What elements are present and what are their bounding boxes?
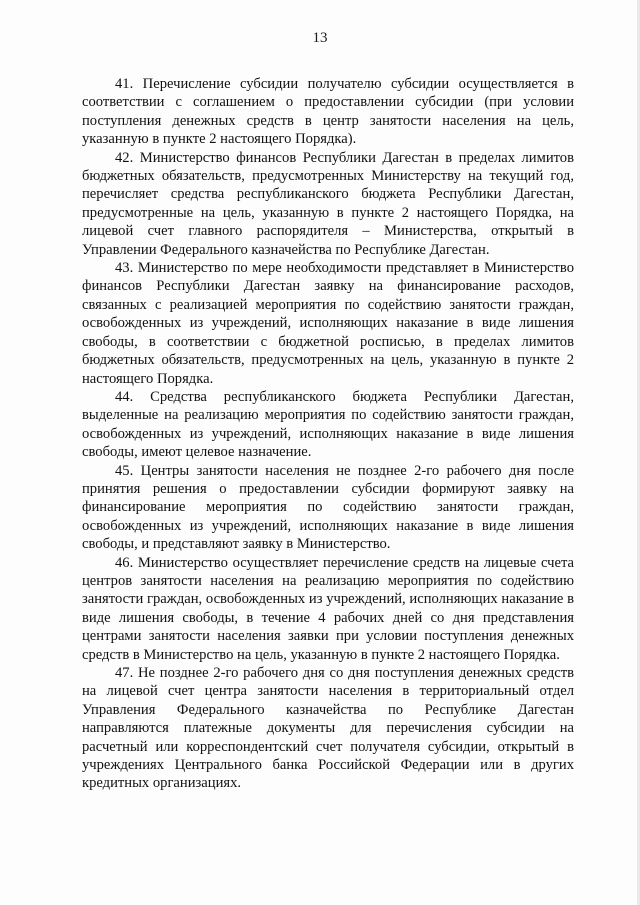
paragraph-41: 41. Перечисление субсидии получателю субсидии осуществляется в соответствии с соглашением о предоставлении субсидии (при условии поступления денежных средств в центр занятости населения на цель, указанную в пункте 2 настоящего Порядка). <box>82 76 574 148</box>
paragraph-45: 45. Центры занятости населения не позднее 2-го рабочего дня после принятия решения о предоставлении субсидии формируют заявку на финансирование мероприятия по содействию занятости граждан, освобожденных из учреждений, исполняющих наказание в виде лишения свободы, и представляют заявку в Министерство. <box>82 462 574 553</box>
paragraph-42: 42. Министерство финансов Республики Дагестан в пределах лимитов бюджетных обязательств, предусмотренных Министерству на текущий год, перечисляет средства республиканского бюджета Республики Дагестан, предусмотренные на цель, указанную в пункте 2 настоящего Порядка, на лицевой счет главного распорядителя – Министерства, открытый в Управлении Федерального казначейства по Республике Дагестан. <box>82 149 574 258</box>
paragraph-46: 46. Министерство осуществляет перечисление средств на лицевые счета центров занятости населения на реализацию мероприятия по содействию занятости граждан, освобожденных из учреждений, исполняющих наказание в виде лишения свободы, в течение 4 рабочих дней со дня представления центрами занятости населения заявки при условии поступления денежных средств в Министерство на цель, указанную в пункте 2 настоящего Порядка. <box>82 554 574 663</box>
page-number: 13 <box>312 30 328 46</box>
document-body <box>82 75 574 793</box>
paragraph-43: 43. Министерство по мере необходимости представляет в Министерство финансов Республики Дагестан заявку на финансирование расходов, связанных с реализацией мероприятия по содействию занятости граждан, освобожденных из учреждений, исполняющих наказание в виде лишения свободы, в соответствии с бюджетной росписью, в пределах лимитов бюджетных обязательств, предусмотренных на цель, указанную в пункте 2 настоящего Порядка. <box>82 260 574 387</box>
paragraph-44: 44. Средства республиканского бюджета Республики Дагестан, выделенные на реализацию мероприятия по содействию занятости граждан, освобожденных из учреждений, исполняющих наказание в виде лишения свободы, имеют целевое назначение. <box>82 388 574 461</box>
paragraph-47: 47. Не позднее 2-го рабочего дня со дня поступления денежных средств на лицевой счет центра занятости населения в территориальный отдел Управления Федерального казначейства по Республике Дагестан направляются платежные документы для перечисления субсидии на расчетный или корреспондентский счет получателя субсидии, открытый в учреждениях Центрального банка Российской Федерации или в других кредитных организациях. <box>82 665 574 792</box>
